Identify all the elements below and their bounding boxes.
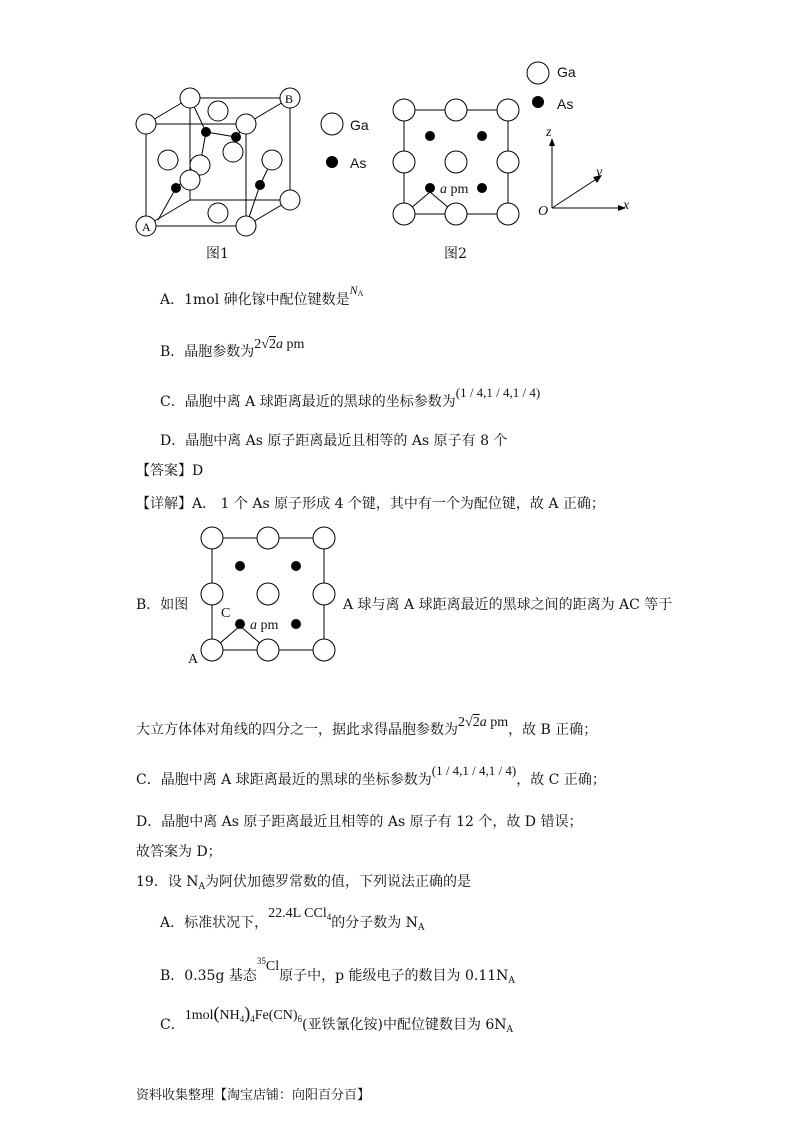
corner-a-label: A (142, 220, 151, 234)
fig3-a-corner-label: A (188, 652, 199, 667)
figure-2-caption: 图2 (444, 246, 467, 262)
q18-option-b: B．晶胞参数为2√2a pm (160, 337, 305, 360)
fig3-a-label: a (250, 618, 257, 633)
legend-2-ga: Ga (557, 64, 576, 80)
legend-2 (524, 60, 554, 118)
q19-option-c: C．$1mol(NH_4)_4Fe(CN)_6$(亚铁氰化铵)中配位键数目为 $6N_A$ (160, 1003, 514, 1035)
axis-y: y (596, 165, 603, 180)
figure-1-caption: 图1 (206, 246, 229, 262)
fig3-c-label: C (221, 606, 231, 621)
fig2-a-label: a (440, 182, 447, 197)
q18-detail-b-pre: B．如图 (136, 597, 189, 613)
q18-option-c: C．晶胞中离 A 球距离最近的黑球的坐标参数为(1 / 4,1 / 4,1 / 4) (160, 385, 541, 410)
q18-answer: 【答案】D (136, 463, 204, 479)
corner-b-label: B (285, 92, 294, 106)
figure-1-unit-cell (128, 80, 308, 240)
page-footer: 资料收集整理【淘宝店铺：向阳百分百】 (136, 1088, 371, 1103)
figure-2-projection (388, 94, 524, 230)
fig2-pm-label: pm (447, 182, 469, 197)
axis-z: z (546, 125, 552, 140)
q19-option-b: B．0.35g 基态$^{35}$Cl原子中，p 能级电子的数目为 $0.11N_A$ (160, 956, 515, 986)
q18-detail-c: C．晶胞中离 A 球距离最近的黑球的坐标参数为(1 / 4,1 / 4,1 / 4)，故 C 正确； (136, 763, 606, 788)
legend-1 (318, 108, 378, 178)
q19-option-a: A．标准状况下，22.4L CCl$_4$的分子数为 $N_A$ (160, 906, 425, 933)
q18-detail-b2: 大立方体体对角线的四分之一，据此求得晶胞参数为2√2a pm，故 B 正确； (136, 715, 598, 738)
figure-3-projection (196, 524, 340, 668)
legend-2-as: As (557, 96, 574, 112)
q18-option-a: A．1mol 砷化镓中配位键数是$N^A$ (160, 283, 364, 308)
axis-x: x (623, 198, 630, 213)
legend-1-as: As (350, 155, 367, 171)
q19-stem: 19．设 $N_A$为阿伏加德罗常数的值，下列说法正确的是 (136, 874, 472, 892)
legend-1-ga: Ga (350, 117, 369, 133)
q18-conclusion: 故答案为 D； (136, 844, 222, 860)
q18-detail-a: 【详解】A． 1 个 As 原子形成 4 个键，其中有一个为配位键，故 A 正确； (136, 496, 605, 512)
axis-origin: O (538, 204, 549, 219)
q18-detail-d: D．晶胞中离 As 原子距离最近且相等的 As 原子有 12 个，故 D 错误； (136, 814, 583, 830)
fig3-pm-label: pm (257, 618, 279, 633)
q18-detail-b-post: A 球与离 A 球距离最近的黑球之间的距离为 AC 等于 (343, 597, 673, 613)
q18-option-d: D．晶胞中离 As 原子距离最近且相等的 As 原子有 8 个 (160, 433, 508, 449)
